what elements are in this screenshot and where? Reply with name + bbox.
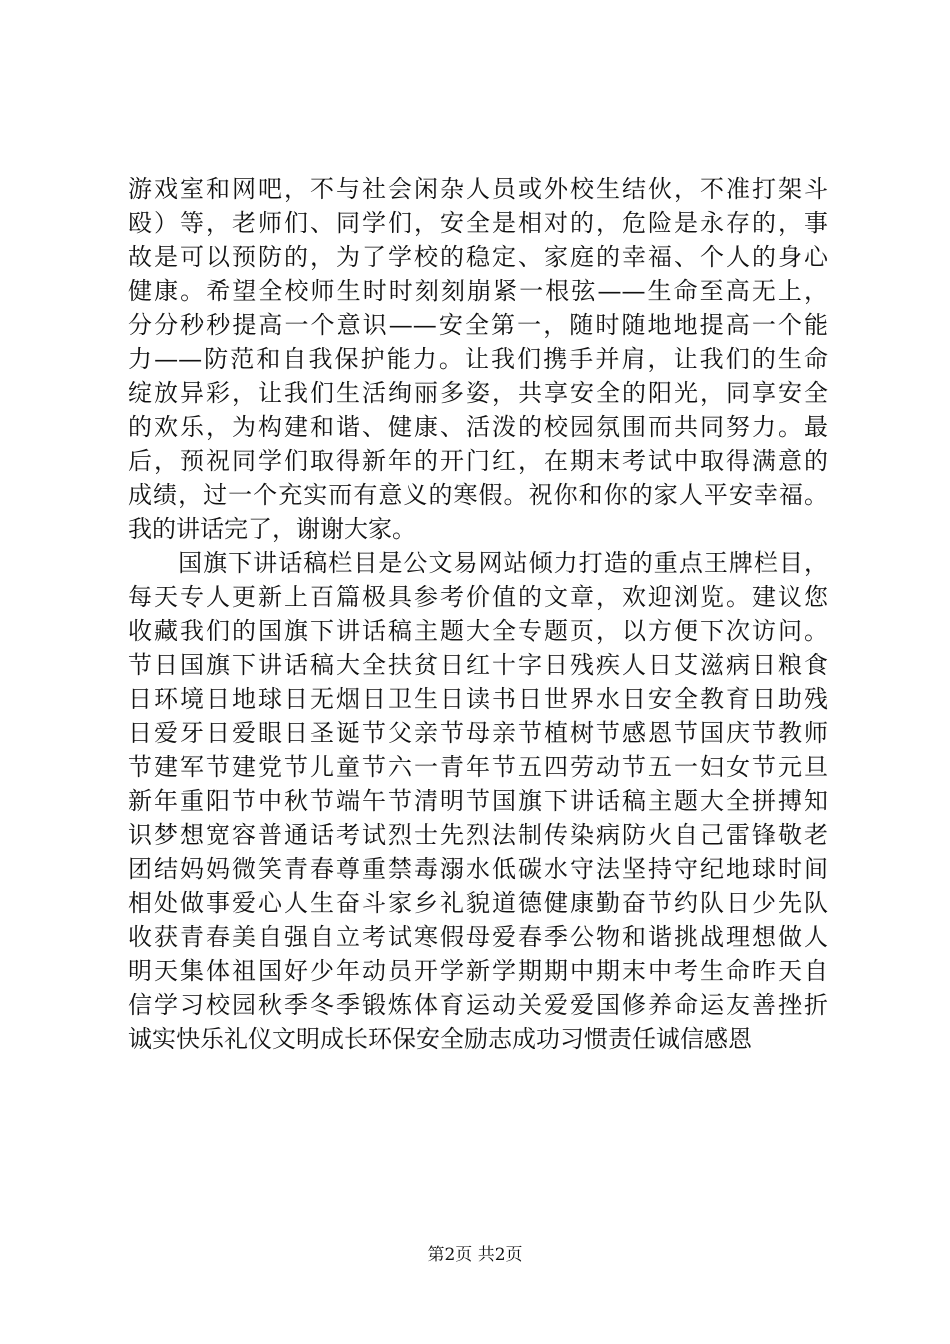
text-line: 节建军节建党节儿童节六一青年节五四劳动节五一妇女节元旦 — [128, 753, 828, 781]
text-line: 收获青春美自强自立考试寒假母爱春季公物和谐挑战理想做人 — [128, 923, 828, 951]
text-line: 识梦想宽容普通话考试烈士先烈法制传染病防火自己雷锋敬老 — [128, 821, 828, 849]
text-line: 新年重阳节中秋节端午节清明节国旗下讲话稿主题大全拼搏知 — [128, 787, 828, 815]
text-line: 团结妈妈微笑青春尊重禁毒溺水低碳水守法坚持守纪地球时间 — [128, 855, 828, 883]
text-line: 信学习校园秋季冬季锻炼体育运动关爱爱国修养命运友善挫折 — [128, 991, 828, 1019]
document-body — [128, 172, 828, 1056]
text-line: 诚实快乐礼仪文明成长环保安全励志成功习惯责任诚信感恩 — [128, 1025, 752, 1053]
text-line: 收藏我们的国旗下讲话稿主题大全专题页，以方便下次访问。 — [128, 617, 828, 645]
text-line: 力——防范和自我保护能力。让我们携手并肩，让我们的生命 — [128, 345, 828, 373]
text-line: 日爱牙日爱眼日圣诞节父亲节母亲节植树节感恩节国庆节教师 — [128, 719, 828, 747]
text-line: 后，预祝同学们取得新年的开门红，在期末考试中取得满意的 — [128, 447, 828, 475]
text-line: 绽放异彩，让我们生活绚丽多姿，共享安全的阳光，同享安全 — [128, 379, 828, 407]
text-line: 殴）等，老师们、同学们，安全是相对的，危险是永存的，事 — [128, 209, 828, 237]
text-line: 节日国旗下讲话稿大全扶贫日红十字日残疾人日艾滋病日粮食 — [128, 651, 828, 679]
text-line: 分分秒秒提高一个意识——安全第一，随时随地地提高一个能 — [128, 311, 828, 339]
page-number-footer: 第2页 共2页 — [427, 1245, 523, 1265]
text-line: 国旗下讲话稿栏目是公文易网站倾力打造的重点王牌栏目， — [128, 549, 828, 577]
text-line: 成绩，过一个充实而有意义的寒假。祝你和你的家人平安幸福。 — [128, 481, 828, 509]
text-line: 日环境日地球日无烟日卫生日读书日世界水日安全教育日助残 — [128, 685, 828, 713]
text-line: 每天专人更新上百篇极具参考价值的文章，欢迎浏览。建议您 — [128, 583, 828, 611]
text-line: 的欢乐，为构建和谐、健康、活泼的校园氛围而共同努力。最 — [128, 413, 828, 441]
text-line: 明天集体祖国好少年动员开学新学期期中期末中考生命昨天自 — [128, 957, 828, 985]
text-line: 故是可以预防的，为了学校的稳定、家庭的幸福、个人的身心 — [128, 243, 828, 271]
text-line: 相处做事爱心人生奋斗家乡礼貌道德健康勤奋节约队日少先队 — [128, 889, 828, 917]
text-line: 我的讲话完了，谢谢大家。 — [128, 515, 416, 543]
text-line: 健康。希望全校师生时时刻刻崩紧一根弦——生命至高无上， — [128, 277, 828, 305]
text-line: 游戏室和网吧，不与社会闲杂人员或外校生结伙，不准打架斗 — [128, 175, 828, 203]
